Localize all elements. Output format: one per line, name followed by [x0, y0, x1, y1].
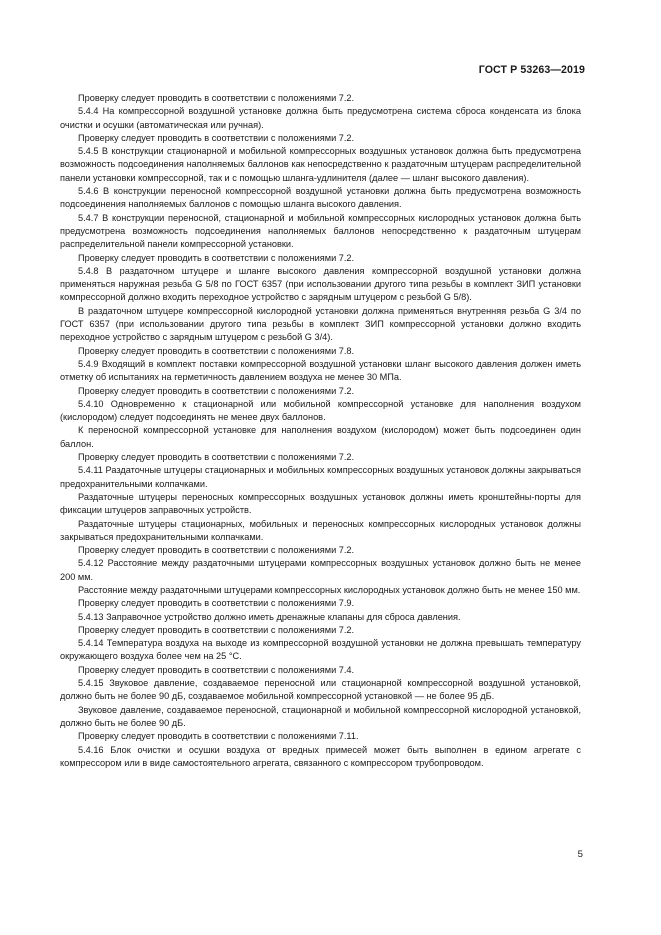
- paragraph: Проверку следует проводить в соответствии с положениями 7.11.: [78, 731, 359, 742]
- paragraph: К переносной компрессорной установке для наполнения воздухом (кислородом) может быть подсоединен один баллон.: [60, 425, 581, 449]
- paragraph: Проверку следует проводить в соответствии с положениями 7.2.: [78, 93, 355, 103]
- paragraph: Раздаточные штуцеры переносных компрессорных воздушных установок должны иметь кронштейны-порты для фиксации штуцеров заправочных устройств.: [60, 491, 581, 516]
- paragraph: Проверку следует проводить в соответствии с положениями 7.8.: [78, 345, 355, 356]
- page-number: 5: [577, 849, 583, 860]
- paragraph: 5.4.13 Заправочное устройство должно иметь дренажные клапаны для сброса давления.: [78, 611, 461, 622]
- paragraph: 5.4.14 Температура воздуха на выходе из компрессорной воздушной установки не должна превышать температуру окружающего воздуха более чем на 25 °С.: [60, 638, 581, 662]
- paragraph: 5.4.11 Раздаточные штуцеры стационарных и мобильных компрессорных воздушных установок должны закрываться предохранительными колпачками.: [60, 465, 581, 489]
- paragraph: Проверку следует проводить в соответствии с положениями 7.4.: [78, 664, 355, 675]
- paragraph: Проверку следует проводить в соответствии с положениями 7.2.: [78, 132, 355, 143]
- paragraph: Раздаточные штуцеры стационарных, мобильных и переносных компрессорных кислородных установок должны закрываться предохранительными колпачками.: [60, 518, 581, 542]
- paragraph: Проверку следует проводить в соответствии с положениями 7.2.: [78, 385, 355, 396]
- paragraph: 5.4.12 Расстояние между раздаточными штуцерами компрессорных воздушных установок должно быть не менее 200 мм.: [60, 558, 581, 582]
- paragraph: 5.4.8 В раздаточном штуцере и шланге высокого давления компрессорной воздушной установки должна применяться наружная резьба G 5/8 по ГОСТ 6357 (при использовании другого типа резьбы в комплект ЗИП установки компрессорной должно входить переходное устройство с зарядным штуцером с резьбой G 5/8).: [60, 265, 581, 303]
- paragraph: Проверку следует проводить в соответствии с положениями 7.2.: [78, 624, 355, 635]
- paragraph: Проверку следует проводить в соответствии с положениями 7.9.: [78, 598, 355, 609]
- paragraph: 5.4.15 Звуковое давление, создаваемое переносной или стационарной компрессорной воздушной установкой, должно быть не более 90 дБ, создаваемое мобильной компрессорной установкой — не более 95 дБ.: [60, 678, 581, 702]
- paragraph: 5.4.6 В конструкции переносной компрессорной воздушной установки должна быть предусмотрена возможность подсоединения наполняемых баллонов с помощью шланга высокого давления.: [60, 186, 581, 210]
- standard-number: ГОСТ Р 53263—2019: [478, 64, 585, 76]
- paragraph: 5.4.10 Одновременно к стационарной или мобильной компрессорной установке для наполнения воздухом (кислородом) следует подсоединять не менее двух баллонов.: [60, 398, 581, 423]
- paragraph: 5.4.4 На компрессорной воздушной установке должна быть предусмотрена система сброса конденсата из блока очистки и осушки (автоматическая или ручная).: [60, 106, 581, 130]
- paragraph: 5.4.5 В конструкции стационарной и мобильной компрессорных воздушных установок должна быть предусмотрена возможность подсоединения наполняемых баллонов как непосредственно к раздаточным штуцерам распределительной панели установки компрессорной, так и с помощью шланга-удлинителя (далее — шланг высокого давления).: [60, 146, 581, 183]
- paragraph: Проверку следует проводить в соответствии с положениями 7.2.: [78, 452, 355, 463]
- paragraph: 5.4.9 Входящий в комплект поставки компрессорной воздушной установки шланг высокого давления должен иметь отметку об испытаниях на герметичность давлением воздуха не менее 30 МПа.: [60, 358, 581, 383]
- paragraph: 5.4.16 Блок очистки и осушки воздуха от вредных примесей может быть выполнен в едином агрегате с компрессором или в виде самостоятельного агрегата, связанного с компрессором трубопроводом.: [60, 744, 581, 768]
- paragraph: Проверку следует проводить в соответствии с положениями 7.2.: [78, 252, 355, 263]
- paragraph: Звуковое давление, создаваемое переносной, стационарной и мобильной компрессорной кислородной установкой, должно быть не более 90 дБ.: [60, 704, 581, 728]
- body-text: [60, 92, 581, 770]
- paragraph: Расстояние между раздаточными штуцерами компрессорных кислородных установок должно быть не менее 150 мм.: [78, 584, 581, 595]
- paragraph: Проверку следует проводить в соответствии с положениями 7.2.: [78, 545, 355, 556]
- paragraph: 5.4.7 В конструкции переносной, стационарной и мобильной компрессорных кислородных установок должна быть предусмотрена возможность подсоединения наполняемых баллонов непосредственно к раздаточным штуцерам распределительной панели компрессорной установки.: [60, 212, 581, 250]
- paragraph: В раздаточном штуцере компрессорной кислородной установки должна применяться внутренняя резьба G 3/4 по ГОСТ 6357 (при использовании другого типа резьбы в комплект ЗИП компрессорной установки должно входить переходное устройство с зарядным штуцером с резьбой G 3/4).: [60, 305, 581, 343]
